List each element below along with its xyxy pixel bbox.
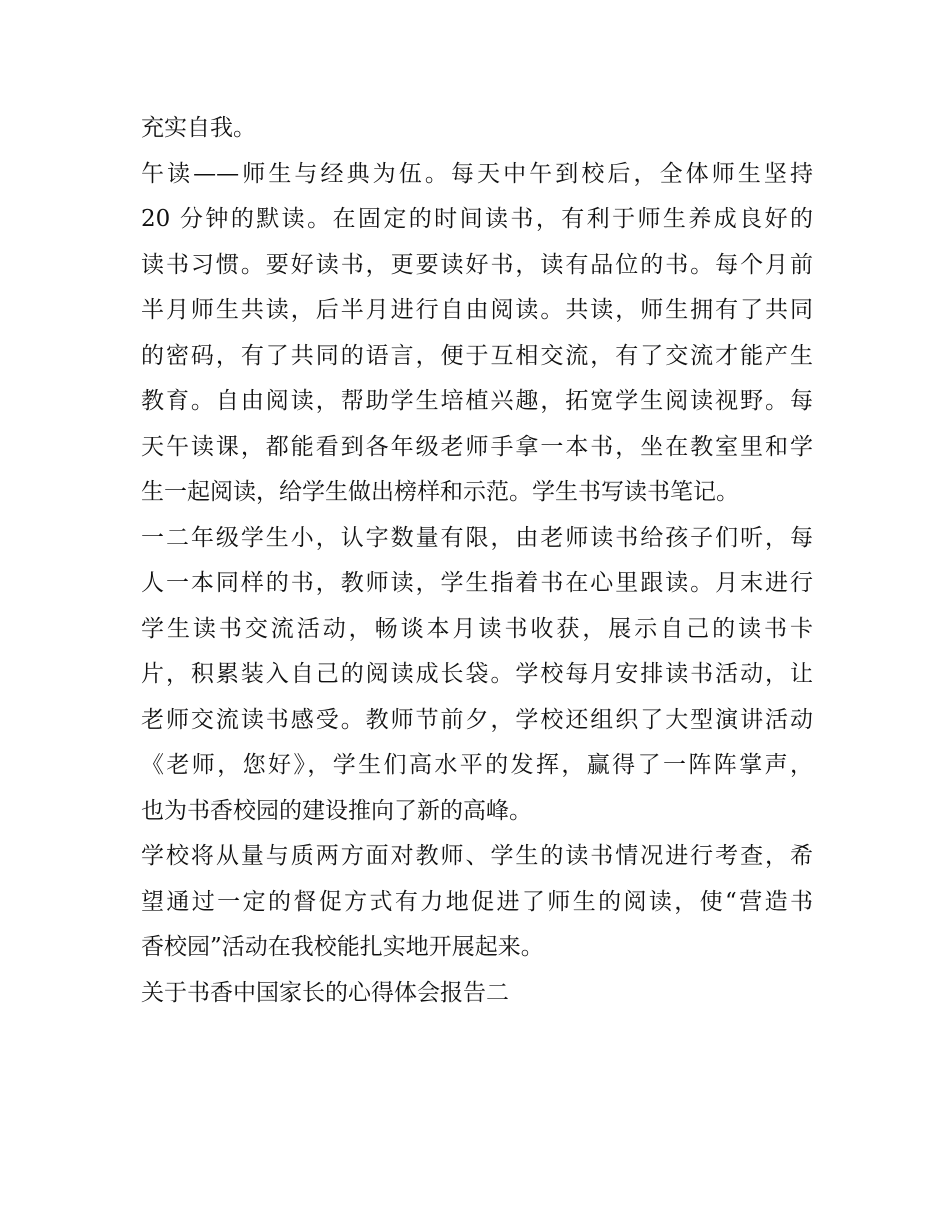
document-body xyxy=(141,106,813,1016)
text-line: 教育。自由阅读，帮助学生培植兴趣，拓宽学生阅读视野。每 xyxy=(141,388,813,414)
text-line: 午读——师生与经典为伍。每天中午到校后，全体师生坚持 xyxy=(141,160,813,187)
text-line: 的密码，有了共同的语言，便于互相交流，有了交流才能产生 xyxy=(141,342,813,369)
text-line: 片，积累装入自己的阅读成长袋。学校每月安排读书活动，让 xyxy=(141,661,813,687)
text-line: 也为书香校园的建设推向了新的高峰。 xyxy=(141,797,532,824)
text-line: 老师交流读书感受。教师节前夕，学校还组织了大型演讲活动 xyxy=(141,706,813,733)
text-line: 人一本同样的书，教师读，学生指着书在心里跟读。月末进行 xyxy=(141,570,813,596)
text-line: 望通过一定的督促方式有力地促进了师生的阅读，使“营造书 xyxy=(141,888,813,915)
text-line: 一二年级学生小，认字数量有限，由老师读书给孩子们听，每 xyxy=(141,524,813,551)
text-line: 充实自我。 xyxy=(141,115,256,141)
text-line: 半月师生共读，后半月进行自由阅读。共读，师生拥有了共同 xyxy=(141,297,813,323)
text-line: 生一起阅读，给学生做出榜样和示范。学生书写读书笔记。 xyxy=(141,479,739,505)
text-line: 学校将从量与质两方面对教师、学生的读书情况进行考查，希 xyxy=(141,843,813,869)
text-line: 天午读课，都能看到各年级老师手拿一本书，坐在教室里和学 xyxy=(141,433,813,460)
text-line: 香校园”活动在我校能扎实地开展起来。 xyxy=(141,934,544,960)
section-heading: 关于书香中国家长的心得体会报告二 xyxy=(141,979,509,1006)
text-line: 读书习惯。要好读书，更要读好书，读有品位的书。每个月前 xyxy=(141,251,813,278)
text-line: 20 分钟的默读。在固定的时间读书，有利于师生养成良好的 xyxy=(141,206,813,232)
text-line: 学生读书交流活动，畅谈本月读书收获，展示自己的读书卡 xyxy=(141,615,813,642)
text-line: 《老师，您好》，学生们高水平的发挥，赢得了一阵阵掌声， xyxy=(141,752,813,778)
